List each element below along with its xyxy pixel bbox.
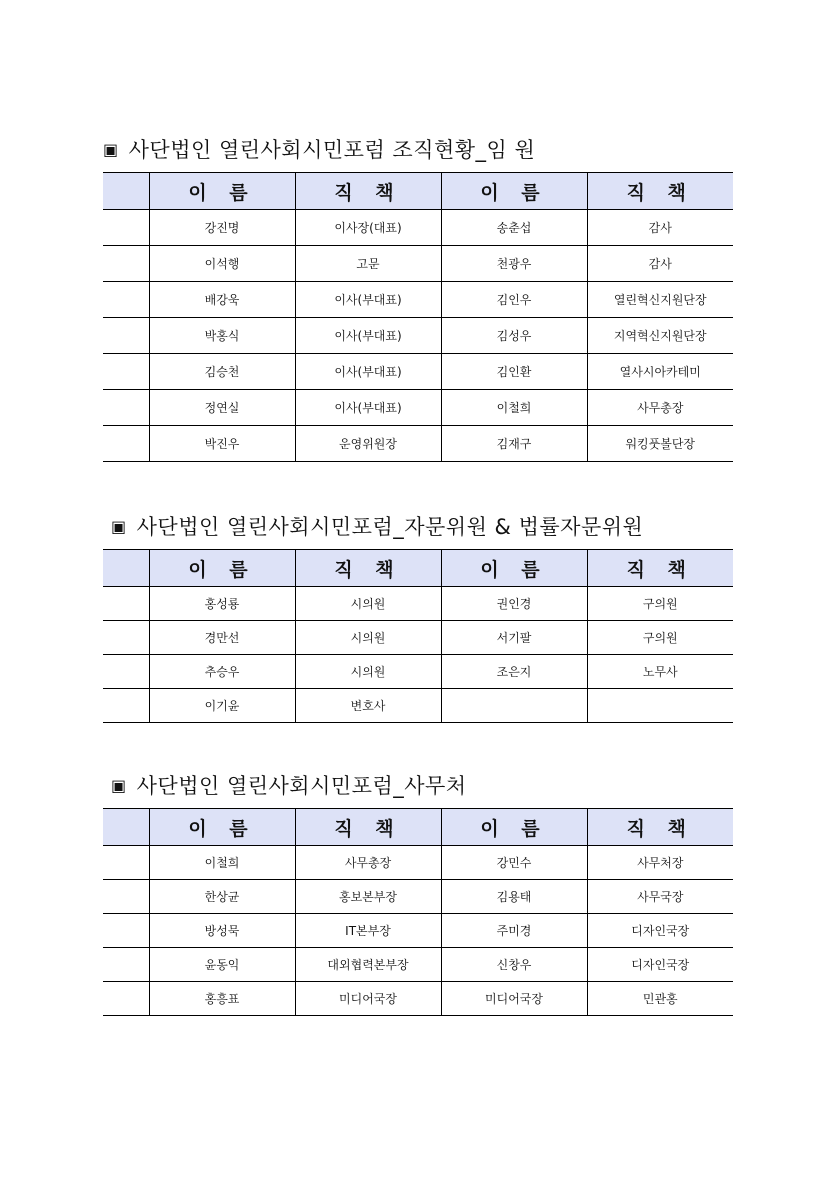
name-cell: 추승우	[149, 655, 295, 689]
name-cell: 이기윤	[149, 689, 295, 723]
position-cell: 사무처장	[587, 846, 733, 880]
name-cell: 신창우	[441, 948, 587, 982]
position-cell: 이사(부대표)	[295, 390, 441, 426]
position-cell: 시의원	[295, 621, 441, 655]
name-cell: 홍흥표	[149, 982, 295, 1016]
table-row	[103, 426, 733, 462]
name-cell: 이석행	[149, 246, 295, 282]
table-row	[103, 914, 733, 948]
square-bullet-icon: ▣	[103, 140, 119, 159]
table-row	[103, 689, 733, 723]
header-position: 직 책	[295, 550, 441, 587]
table-row	[103, 846, 733, 880]
table-row	[103, 621, 733, 655]
table-row	[103, 880, 733, 914]
name-cell: 천광우	[441, 246, 587, 282]
position-cell: 감사	[587, 246, 733, 282]
table-row	[103, 282, 733, 318]
name-cell: 강진명	[149, 210, 295, 246]
header-name: 이 름	[149, 173, 295, 210]
header-name: 이 름	[441, 173, 587, 210]
name-cell: 한상균	[149, 880, 295, 914]
name-cell: 박홍식	[149, 318, 295, 354]
advisors-table	[103, 549, 733, 723]
name-cell: 송춘섭	[441, 210, 587, 246]
position-cell: 지역혁신지원단장	[587, 318, 733, 354]
name-cell: 김성우	[441, 318, 587, 354]
name-cell: 조은지	[441, 655, 587, 689]
position-cell: 이사(부대표)	[295, 282, 441, 318]
section-title: ▣ 사단법인 열린사회시민포럼 조직현황_임 원	[103, 138, 536, 162]
position-cell: 미디어국장	[295, 982, 441, 1016]
name-cell: 강민수	[441, 846, 587, 880]
secretariat-table	[103, 808, 733, 1016]
header-name: 이 름	[441, 809, 587, 846]
header-name: 이 름	[149, 550, 295, 587]
square-bullet-icon: ▣	[111, 776, 127, 795]
position-cell: 사무총장	[295, 846, 441, 880]
position-cell: 민관홍	[587, 982, 733, 1016]
name-cell: 경만선	[149, 621, 295, 655]
executives-table	[103, 172, 733, 462]
name-cell: 이철희	[441, 390, 587, 426]
header-blank	[103, 550, 149, 587]
name-cell: 김용태	[441, 880, 587, 914]
name-cell: 김인환	[441, 354, 587, 390]
position-cell: 감사	[587, 210, 733, 246]
position-cell: 시의원	[295, 587, 441, 621]
position-cell: 변호사	[295, 689, 441, 723]
name-cell: 서기팔	[441, 621, 587, 655]
position-cell: 디자인국장	[587, 948, 733, 982]
position-cell: 사무총장	[587, 390, 733, 426]
position-cell: 디자인국장	[587, 914, 733, 948]
section-title: ▣ 사단법인 열린사회시민포럼_사무처	[111, 774, 467, 798]
position-cell: 열사시아카테미	[587, 354, 733, 390]
table-row	[103, 587, 733, 621]
header-name: 이 름	[149, 809, 295, 846]
position-cell: 구의원	[587, 621, 733, 655]
position-cell: IT본부장	[295, 914, 441, 948]
name-cell: 방성묵	[149, 914, 295, 948]
position-cell: 워킹풋볼단장	[587, 426, 733, 462]
table-row	[103, 318, 733, 354]
position-cell: 이사(부대표)	[295, 318, 441, 354]
header-position: 직 책	[587, 173, 733, 210]
name-cell: 김재구	[441, 426, 587, 462]
name-cell: 주미경	[441, 914, 587, 948]
position-cell: 구의원	[587, 587, 733, 621]
header-position: 직 책	[295, 173, 441, 210]
square-bullet-icon: ▣	[111, 517, 127, 536]
table-row	[103, 390, 733, 426]
position-cell: 열린혁신지원단장	[587, 282, 733, 318]
name-cell	[441, 689, 587, 723]
name-cell: 권인경	[441, 587, 587, 621]
name-cell: 배강욱	[149, 282, 295, 318]
header-position: 직 책	[587, 809, 733, 846]
position-cell	[587, 689, 733, 723]
position-cell: 사무국장	[587, 880, 733, 914]
position-cell: 시의원	[295, 655, 441, 689]
header-position: 직 책	[295, 809, 441, 846]
table-row	[103, 354, 733, 390]
position-cell: 노무사	[587, 655, 733, 689]
table-row	[103, 210, 733, 246]
name-cell: 김승천	[149, 354, 295, 390]
position-cell: 이사장(대표)	[295, 210, 441, 246]
position-cell: 대외협력본부장	[295, 948, 441, 982]
header-blank	[103, 809, 149, 846]
name-cell: 윤동익	[149, 948, 295, 982]
name-cell: 미디어국장	[441, 982, 587, 1016]
header-name: 이 름	[441, 550, 587, 587]
name-cell: 이철희	[149, 846, 295, 880]
position-cell: 운영위원장	[295, 426, 441, 462]
name-cell: 박진우	[149, 426, 295, 462]
table-row	[103, 982, 733, 1016]
table-row	[103, 948, 733, 982]
table-row	[103, 246, 733, 282]
section-title: ▣ 사단법인 열린사회시민포럼_자문위원 & 법률자문위원	[111, 515, 644, 539]
name-cell: 홍성룡	[149, 587, 295, 621]
name-cell: 김인우	[441, 282, 587, 318]
position-cell: 고문	[295, 246, 441, 282]
table-row	[103, 655, 733, 689]
position-cell: 홍보본부장	[295, 880, 441, 914]
name-cell: 정연실	[149, 390, 295, 426]
position-cell: 이사(부대표)	[295, 354, 441, 390]
header-blank	[103, 173, 149, 210]
header-position: 직 책	[587, 550, 733, 587]
